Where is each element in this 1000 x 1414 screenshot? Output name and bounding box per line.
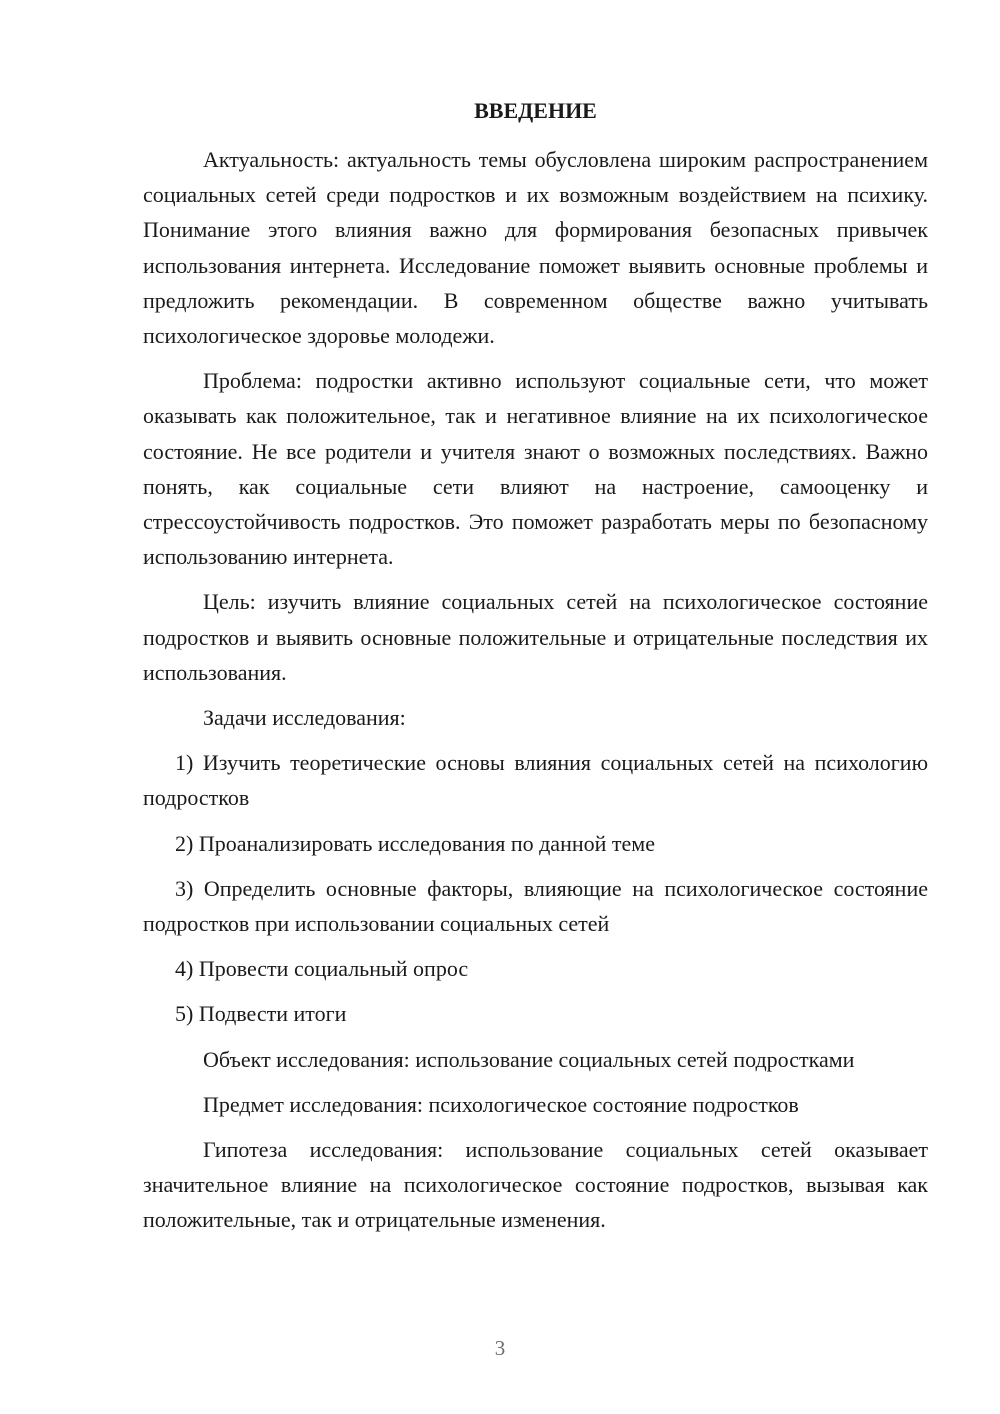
- paragraph-problem: Проблема: подростки активно используют социальные сети, что может оказывать как положительное, так и негативное влияние на их психологическое состояние. Не все родители и учителя знают о возможных последствиях. Важно понять, как социальные сети влияют на настроение, самооценку и стрессоустойчивость подростков. Это поможет разработать меры по безопасному использованию интернета.: [143, 368, 928, 570]
- paragraph-relevance: Актуальность: актуальность темы обусловлена широким распространением социальных сетей среди подростков и их возможным воздействием на психику. Понимание этого влияния важно для формирования безопасных привычек использования интернета. Исследование поможет выявить основные проблемы и предложить рекомендации. В современном обществе важно учитывать психологическое здоровье молодежи.: [143, 147, 928, 349]
- task-item-4: 4) Провести социальный опрос: [175, 956, 469, 982]
- paragraph-goal: Цель: изучить влияние социальных сетей на психологическое состояние подростков и выявить основные положительные и отрицательные последствия их использования.: [143, 589, 928, 685]
- task-item-1: 1) Изучить теоретические основы влияния социальных сетей на психологию подростков: [143, 750, 928, 811]
- paragraph-object: Объект исследования: использование социальных сетей подростками: [203, 1046, 855, 1072]
- document-body: [143, 142, 928, 1248]
- task-item-2: 2) Проанализировать исследования по данной теме: [175, 830, 655, 856]
- page-number: 3: [494, 1336, 506, 1360]
- paragraph-subject: Предмет исследования: психологическое состояние подростков: [203, 1091, 799, 1117]
- paragraph-tasks-heading: Задачи исследования:: [203, 705, 406, 731]
- section-title: ВВЕДЕНИЕ: [474, 98, 597, 123]
- task-item-5: 5) Подвести итоги: [175, 1001, 347, 1027]
- task-item-3: 3) Определить основные факторы, влияющие на психологическое состояние подростков при использовании социальных сетей: [143, 875, 928, 937]
- paragraph-hypothesis: Гипотеза исследования: использование социальных сетей оказывает значительное влияние на психологическое состояние подростков, вызывая как положительные, так и отрицательные изменения.: [143, 1137, 928, 1233]
